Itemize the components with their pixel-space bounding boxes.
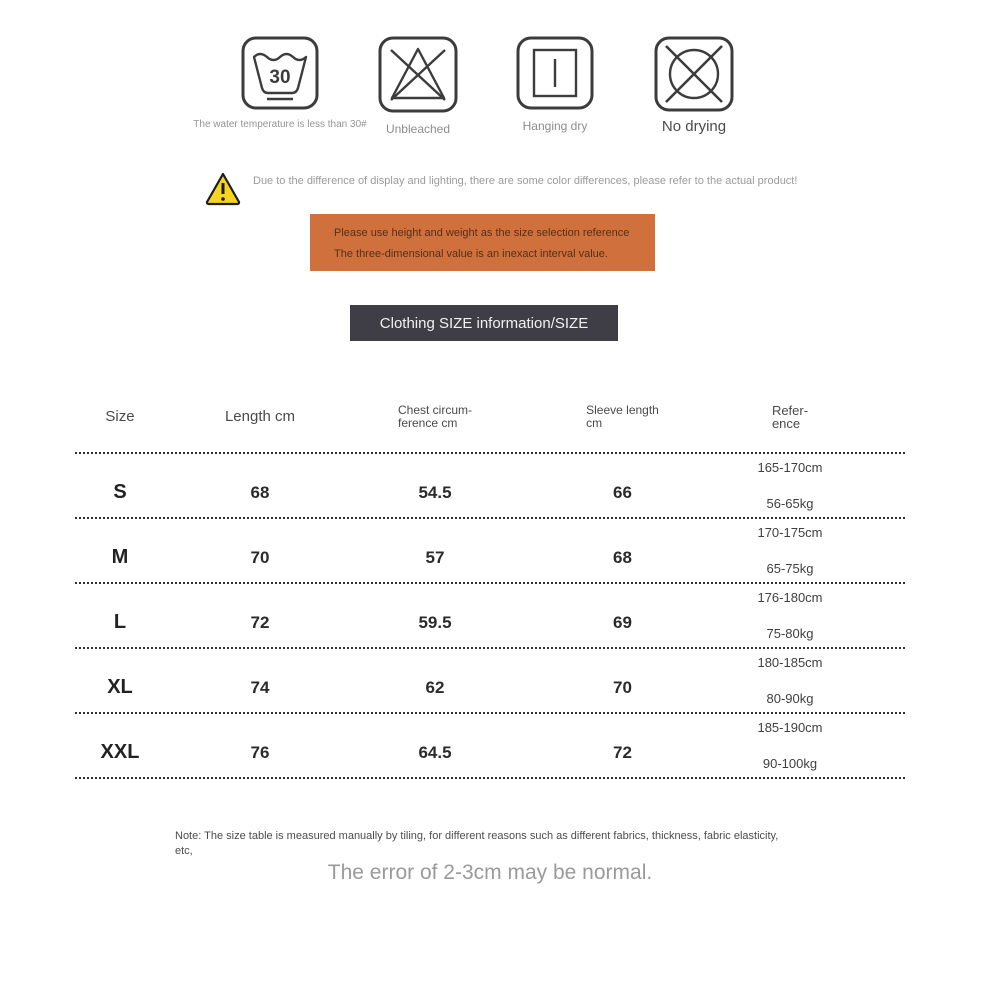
cell-size: L [113, 611, 127, 633]
header-reference: Refer- ence [771, 403, 809, 431]
no-drying-icon [654, 36, 734, 112]
size-table-body [75, 452, 905, 779]
cell-length: 76 [250, 742, 270, 762]
cell-length: 72 [250, 612, 270, 632]
cell-reference: 170-175cm 65-75kg [757, 524, 823, 576]
warning-icon [204, 171, 242, 212]
cell-reference: 176-180cm 75-80kg [757, 589, 823, 641]
cell-reference: 185-190cm 90-100kg [757, 719, 823, 771]
cell-sleeve: 66 [613, 482, 632, 502]
cell-sleeve: 69 [613, 612, 632, 632]
table-row-xxl [75, 712, 905, 779]
error-tolerance-note: The error of 2-3cm may be normal. [327, 861, 653, 884]
cell-chest: 54.5 [418, 482, 452, 502]
cell-chest: 57 [425, 547, 445, 567]
no-bleach-icon [378, 36, 458, 113]
size-table-header-row [75, 388, 905, 446]
care-label-hang-dry: Hanging dry [522, 119, 588, 133]
care-icon-block-no-dry [594, 36, 794, 135]
cell-chest: 64.5 [418, 742, 452, 762]
hang-dry-icon [516, 36, 594, 110]
header-chest: Chest circum- ference cm [397, 403, 472, 430]
table-row-l [75, 582, 905, 647]
size-table [75, 388, 905, 779]
cell-chest: 59.5 [418, 612, 452, 632]
cell-sleeve: 70 [613, 677, 632, 697]
cell-reference: 180-185cm 80-90kg [757, 654, 823, 706]
table-row-xl [75, 647, 905, 712]
cell-length: 68 [250, 482, 270, 502]
size-info-banner-text: Clothing SIZE information/SIZE [379, 314, 589, 332]
color-difference-disclaimer: Due to the difference of display and lighting, there are some color differences, please refer to the actual product! [253, 175, 798, 187]
size-guide-box [310, 214, 655, 271]
measurement-note: Note: The size table is measured manually by tiling, for different reasons such as different fabrics, thickness, fabric elasticity, etc, [175, 830, 779, 857]
care-label-no-drying: No drying [661, 118, 727, 135]
care-label-wash: The water temperature is less than 30# [193, 119, 367, 130]
header-size: Size [105, 408, 135, 425]
size-info-banner [350, 305, 618, 341]
cell-size: S [113, 481, 127, 503]
cell-size: M [111, 546, 129, 568]
size-guide-line1: Please use height and weight as the size selection reference [334, 227, 630, 239]
cell-sleeve: 72 [613, 742, 632, 762]
cell-size: XXL [100, 741, 140, 763]
cell-reference: 165-170cm 56-65kg [757, 459, 823, 511]
size-guide-line2: The three-dimensional value is an inexact interval value. [334, 248, 608, 260]
cell-length: 74 [250, 677, 270, 697]
header-length: Length cm [224, 408, 296, 425]
cell-sleeve: 68 [613, 547, 632, 567]
wash-30-icon [241, 36, 319, 110]
cell-chest: 62 [425, 677, 445, 697]
header-sleeve: Sleeve length cm [586, 403, 659, 430]
cell-size: XL [107, 676, 133, 698]
table-row-s [75, 452, 905, 517]
wash-temp-number: 30 [269, 67, 291, 88]
care-label-unbleached: Unbleached [385, 122, 451, 136]
cell-length: 70 [250, 547, 270, 567]
table-row-m [75, 517, 905, 582]
